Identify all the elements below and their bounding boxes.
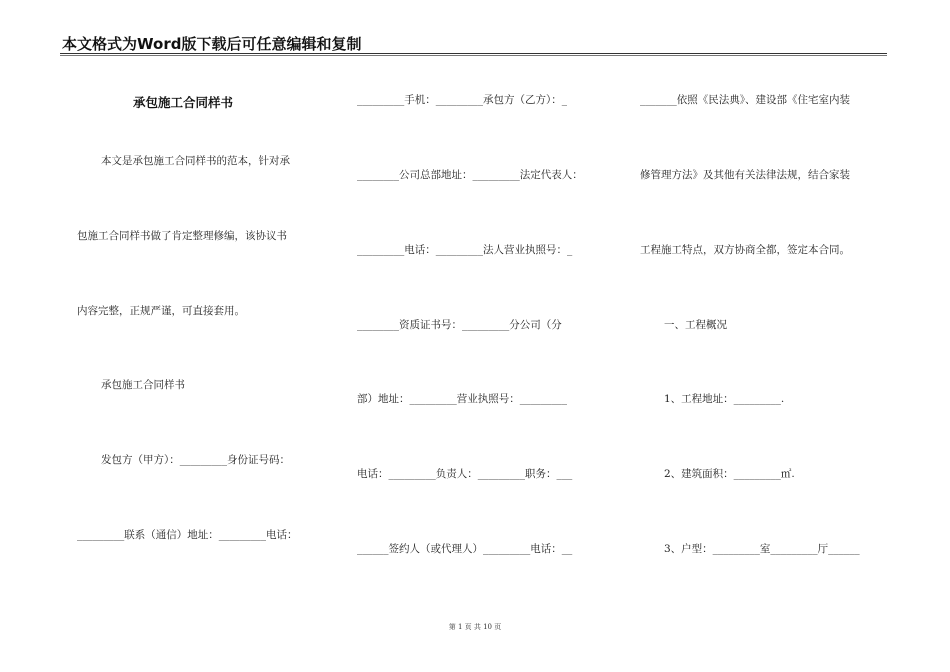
- col1-line-1: 本文是承包施工合同样书的范本，针对承: [101, 155, 290, 167]
- col3-line-5: 1、工程地址：_________.: [664, 393, 785, 405]
- col2-line-4: ________资质证书号：_________分公司（分: [357, 319, 562, 331]
- col2-line-6: 电话：_________负责人：_________职务：___: [357, 468, 573, 480]
- col3-line-7: 3、户型：_________室_________厅______: [664, 543, 860, 555]
- col3-line-1: _______依照《民法典》、建设部《住宅室内装: [640, 94, 850, 106]
- header-title: 本文格式为Word版下载后可任意编辑和复制: [62, 35, 362, 53]
- document-title: 承包施工合同样书: [133, 95, 234, 110]
- header-divider: [60, 53, 887, 56]
- col1-line-6: _________联系（通信）地址：_________电话：: [77, 529, 298, 541]
- col2-line-2: ________公司总部地址：_________法定代表人：: [357, 169, 583, 181]
- col3-line-2: 修管理方法》及其他有关法律法规，结合家装: [640, 169, 850, 181]
- col2-line-3: _________电话：_________法人营业执照号：_: [357, 244, 573, 256]
- col3-line-6: 2、建筑面积：_________㎡.: [664, 468, 795, 480]
- col1-line-3: 内容完整，正规严谨，可直接套用。: [77, 305, 245, 317]
- col2-line-7: ______签约人（或代理人）_________电话：__: [357, 543, 573, 555]
- col1-line-4: 承包施工合同样书: [101, 379, 185, 391]
- col1-line-2: 包施工合同样书做了肯定整理修编，该协议书: [77, 230, 287, 242]
- col2-line-1: _________手机：_________承包方（乙方）：_: [357, 94, 567, 106]
- page-number: 第 1 页 共 10 页: [448, 623, 502, 631]
- col3-section-heading: 一、工程概况: [664, 319, 727, 331]
- col3-line-3: 工程施工特点，双方协商全都，签定本合同。: [640, 244, 850, 256]
- col2-line-5: 部）地址：_________营业执照号：_________: [357, 393, 567, 405]
- col1-line-5: 发包方（甲方）：_________身份证号码：: [101, 454, 290, 466]
